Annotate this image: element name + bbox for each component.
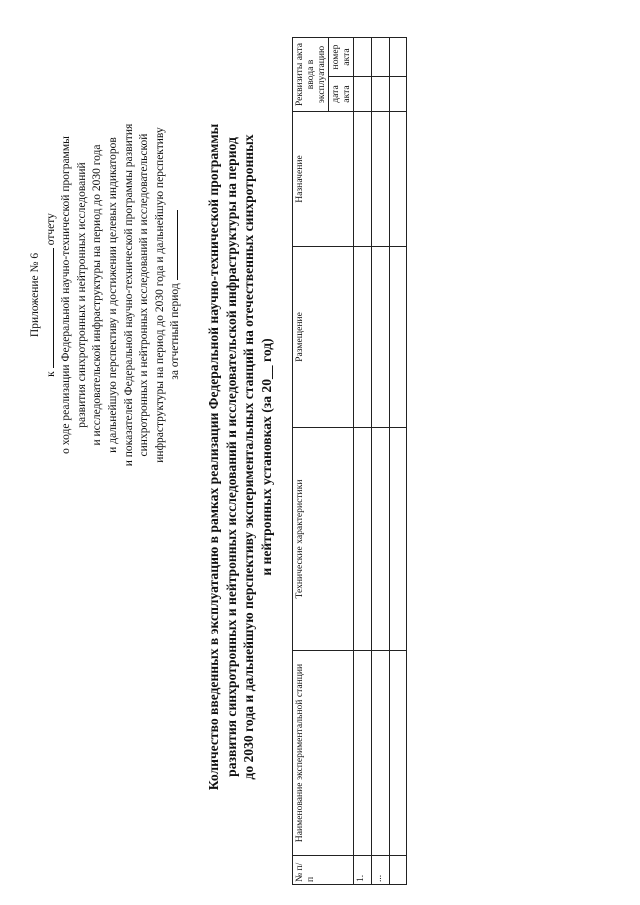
header-tech: Технические характеристики bbox=[293, 428, 354, 651]
title-line: развития синхротронных и нейтронных исследований и исследовательской инфраструктуры на период bbox=[223, 137, 239, 777]
report-reference bbox=[44, 95, 60, 495]
table-row bbox=[372, 38, 390, 885]
table-cell bbox=[390, 38, 407, 77]
table-cell bbox=[372, 247, 390, 428]
row-num: 1. bbox=[354, 856, 372, 885]
table-cell bbox=[354, 112, 372, 247]
header-line: и показателей Федеральной научно-технической программы развития bbox=[122, 123, 135, 467]
table-cell bbox=[390, 247, 407, 428]
table-cell bbox=[390, 77, 407, 112]
table-cell bbox=[354, 428, 372, 651]
title-line: Количество введенных в эксплуатацию в рамках реализации Федеральной научно-технической программы bbox=[206, 123, 221, 791]
table-cell bbox=[372, 112, 390, 247]
period-label: за отчетный период bbox=[169, 283, 182, 380]
header-act-number: номер акта bbox=[329, 38, 354, 77]
appendix-number: Приложение № 6 bbox=[29, 252, 41, 338]
header-line: развития синхротронных и нейтронных исследований bbox=[75, 162, 88, 428]
table-cell bbox=[372, 38, 390, 77]
table-cell bbox=[372, 428, 390, 651]
table-cell bbox=[354, 77, 372, 112]
table-row bbox=[390, 38, 407, 885]
title-line: и нейтронных установках (за 20__ год) bbox=[258, 338, 274, 576]
table-cell bbox=[354, 38, 372, 77]
header-act-date: дата акта bbox=[329, 77, 354, 112]
stations-table bbox=[292, 37, 407, 885]
header-act: Реквизиты акта ввода в эксплуатацию bbox=[293, 38, 329, 112]
report-ref-suffix: отчету bbox=[44, 213, 57, 246]
header-purpose: Назначение bbox=[293, 112, 354, 247]
header-name: Наименование экспериментальной станции bbox=[293, 651, 354, 856]
report-blank-line bbox=[44, 248, 54, 368]
table-cell bbox=[390, 651, 407, 856]
header-line: и дальнейшую перспективу и достижении целевых индикаторов bbox=[106, 137, 119, 453]
table-cell bbox=[354, 247, 372, 428]
table-cell bbox=[372, 651, 390, 856]
report-ref-prefix: к bbox=[44, 371, 57, 377]
document-title bbox=[205, 57, 275, 857]
row-num: ... bbox=[372, 856, 390, 885]
appendix-header bbox=[28, 95, 184, 495]
row-num bbox=[390, 856, 407, 885]
header-line: и исследовательской инфраструктуры на период до 2030 года bbox=[91, 144, 104, 446]
table-header-row bbox=[293, 38, 329, 885]
header-line: о ходе реализации Федеральной научно-технической программы bbox=[60, 136, 73, 454]
header-num: № п/п bbox=[293, 856, 354, 885]
title-line: до 2030 года и дальнейшую перспективу экспериментальных станций на отечественных синхротронных bbox=[241, 134, 257, 780]
table-cell bbox=[390, 428, 407, 651]
table-cell bbox=[354, 651, 372, 856]
header-line: синхротронных и нейтронных исследований и исследовательской bbox=[138, 133, 151, 457]
table-cell bbox=[390, 112, 407, 247]
table-row bbox=[354, 38, 372, 885]
table-cell bbox=[372, 77, 390, 112]
period-blank-line bbox=[168, 210, 178, 280]
header-line: инфраструктуры на период до 2030 года и дальнейшую перспективу bbox=[153, 127, 166, 463]
header-placement: Размещение bbox=[293, 247, 354, 428]
reporting-period bbox=[168, 95, 184, 495]
